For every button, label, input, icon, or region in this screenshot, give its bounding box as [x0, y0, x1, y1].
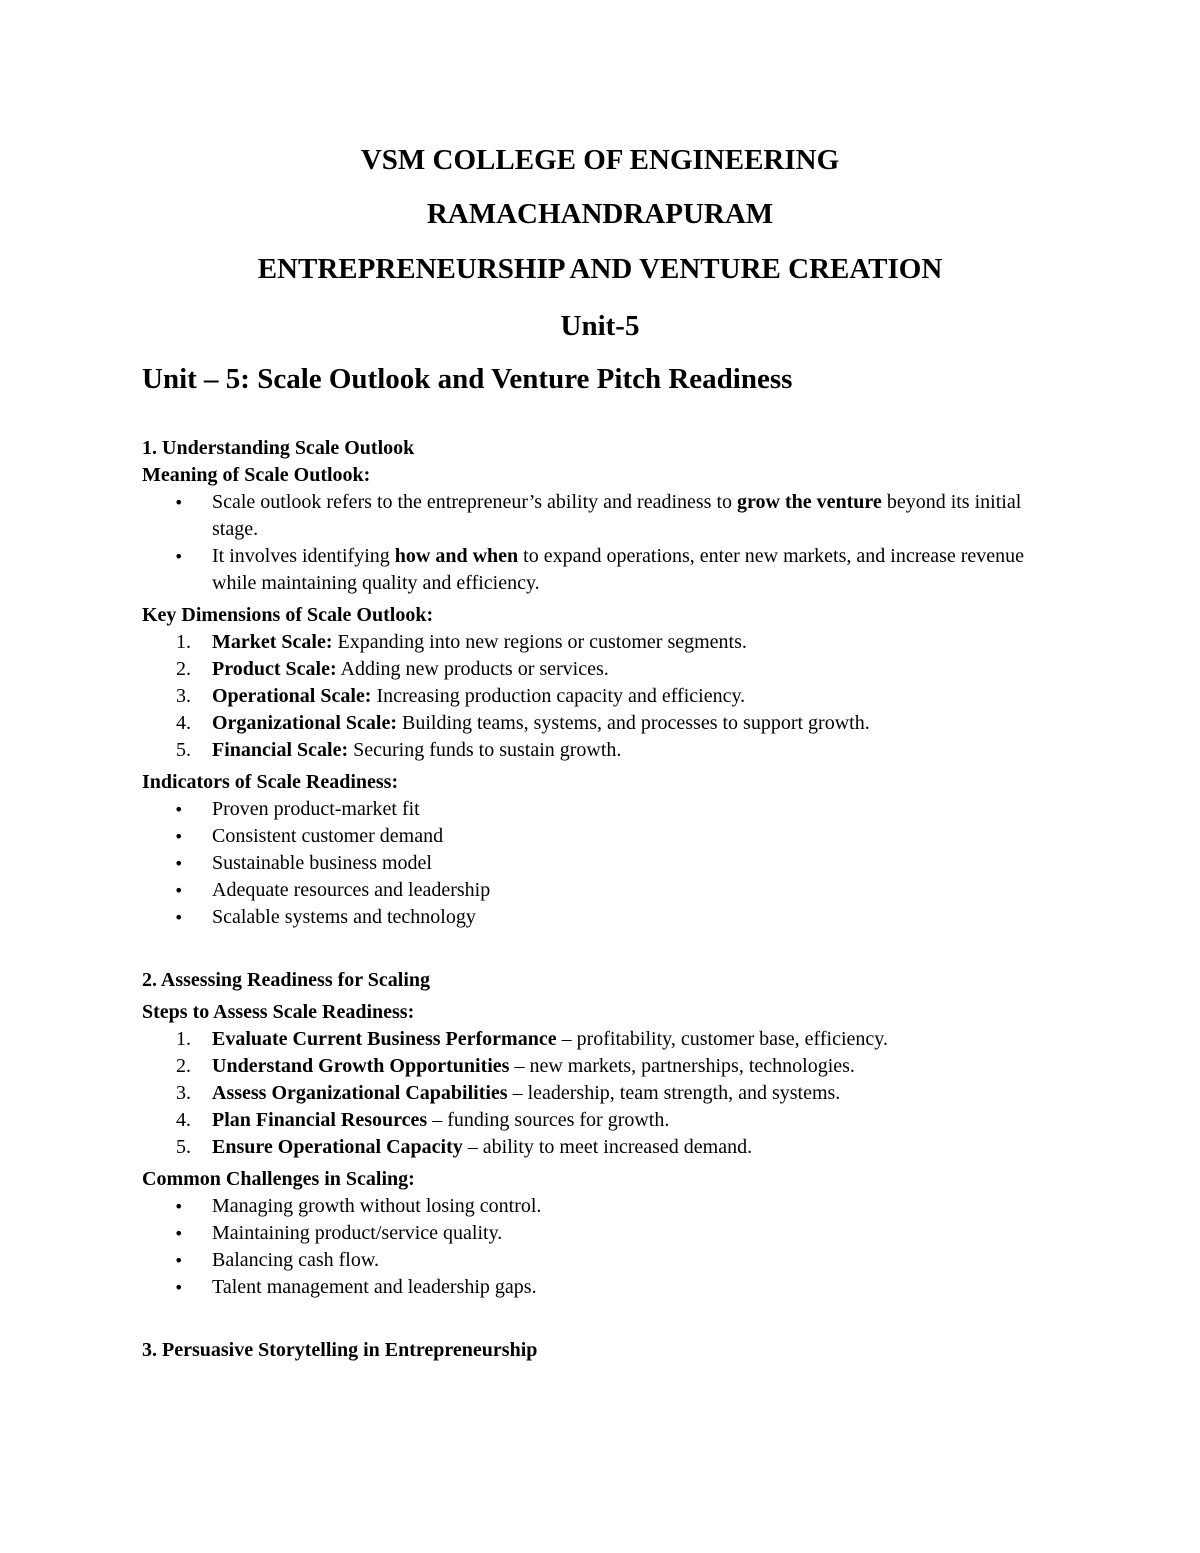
course-title: ENTREPRENEURSHIP AND VENTURE CREATION: [257, 253, 943, 285]
section-1-title: 1. Understanding Scale Outlook: [142, 437, 415, 459]
section-2-title: 2. Assessing Readiness for Scaling: [142, 969, 431, 991]
list-item: 1. Evaluate Current Business Performance – profitability, customer base, efficiency.: [176, 1028, 888, 1050]
list-item: 1. Market Scale: Expanding into new regions or customer segments.: [176, 631, 747, 653]
unit-label: Unit-5: [560, 310, 640, 342]
list-item: • Maintaining product/service quality.: [142, 1220, 1042, 1247]
meaning-heading: Meaning of Scale Outlook:: [142, 464, 371, 486]
list-item: • Talent management and leadership gaps.: [142, 1274, 1042, 1301]
steps-list: [142, 1026, 1042, 1161]
list-item: • Sustainable business model: [142, 850, 1042, 877]
college-name: VSM COLLEGE OF ENGINEERING: [360, 144, 840, 176]
college-place: RAMACHANDRAPURAM: [426, 198, 774, 230]
list-item: 2. Understand Growth Opportunities – new markets, partnerships, technologies.: [176, 1055, 855, 1077]
list-item: • It involves identifying how and when to expand operations, enter new markets, and increase revenue while maintaining quality and efficiency.: [142, 543, 1042, 597]
steps-heading: Steps to Assess Scale Readiness:: [142, 1001, 415, 1023]
dimensions-heading: Key Dimensions of Scale Outlook:: [142, 604, 434, 626]
challenges-heading: Common Challenges in Scaling:: [142, 1168, 415, 1190]
list-item: • Scalable systems and technology: [142, 904, 1042, 931]
list-item: • Consistent customer demand: [142, 823, 1042, 850]
dimensions-list: [142, 629, 1042, 764]
list-item: 4. Plan Financial Resources – funding sources for growth.: [176, 1109, 670, 1131]
list-item: • Proven product-market fit: [142, 796, 1042, 823]
list-item: 5. Financial Scale: Securing funds to sustain growth.: [176, 739, 622, 761]
document-body: [142, 435, 1042, 1364]
list-item: • Scale outlook refers to the entrepreneur’s ability and readiness to grow the venture beyond its initial stage.: [142, 489, 1042, 543]
list-item: 3. Assess Organizational Capabilities – leadership, team strength, and systems.: [176, 1082, 841, 1104]
list-item: • Balancing cash flow.: [142, 1247, 1042, 1274]
list-item: 4. Organizational Scale: Building teams, systems, and processes to support growth.: [176, 712, 870, 734]
list-item: 5. Ensure Operational Capacity – ability to meet increased demand.: [176, 1136, 753, 1158]
indicators-list: [142, 796, 1042, 931]
meaning-list: [142, 489, 1042, 597]
list-item: 3. Operational Scale: Increasing production capacity and efficiency.: [176, 685, 746, 707]
indicators-heading: Indicators of Scale Readiness:: [142, 771, 399, 793]
list-item: • Adequate resources and leadership: [142, 877, 1042, 904]
section-3-title: 3. Persuasive Storytelling in Entrepreneurship: [142, 1339, 538, 1361]
challenges-list: [142, 1193, 1042, 1301]
list-item: 2. Product Scale: Adding new products or services.: [176, 658, 609, 680]
unit-heading: Unit – 5: Scale Outlook and Venture Pitch Readiness: [142, 363, 793, 395]
list-item: • Managing growth without losing control.: [142, 1193, 1042, 1220]
